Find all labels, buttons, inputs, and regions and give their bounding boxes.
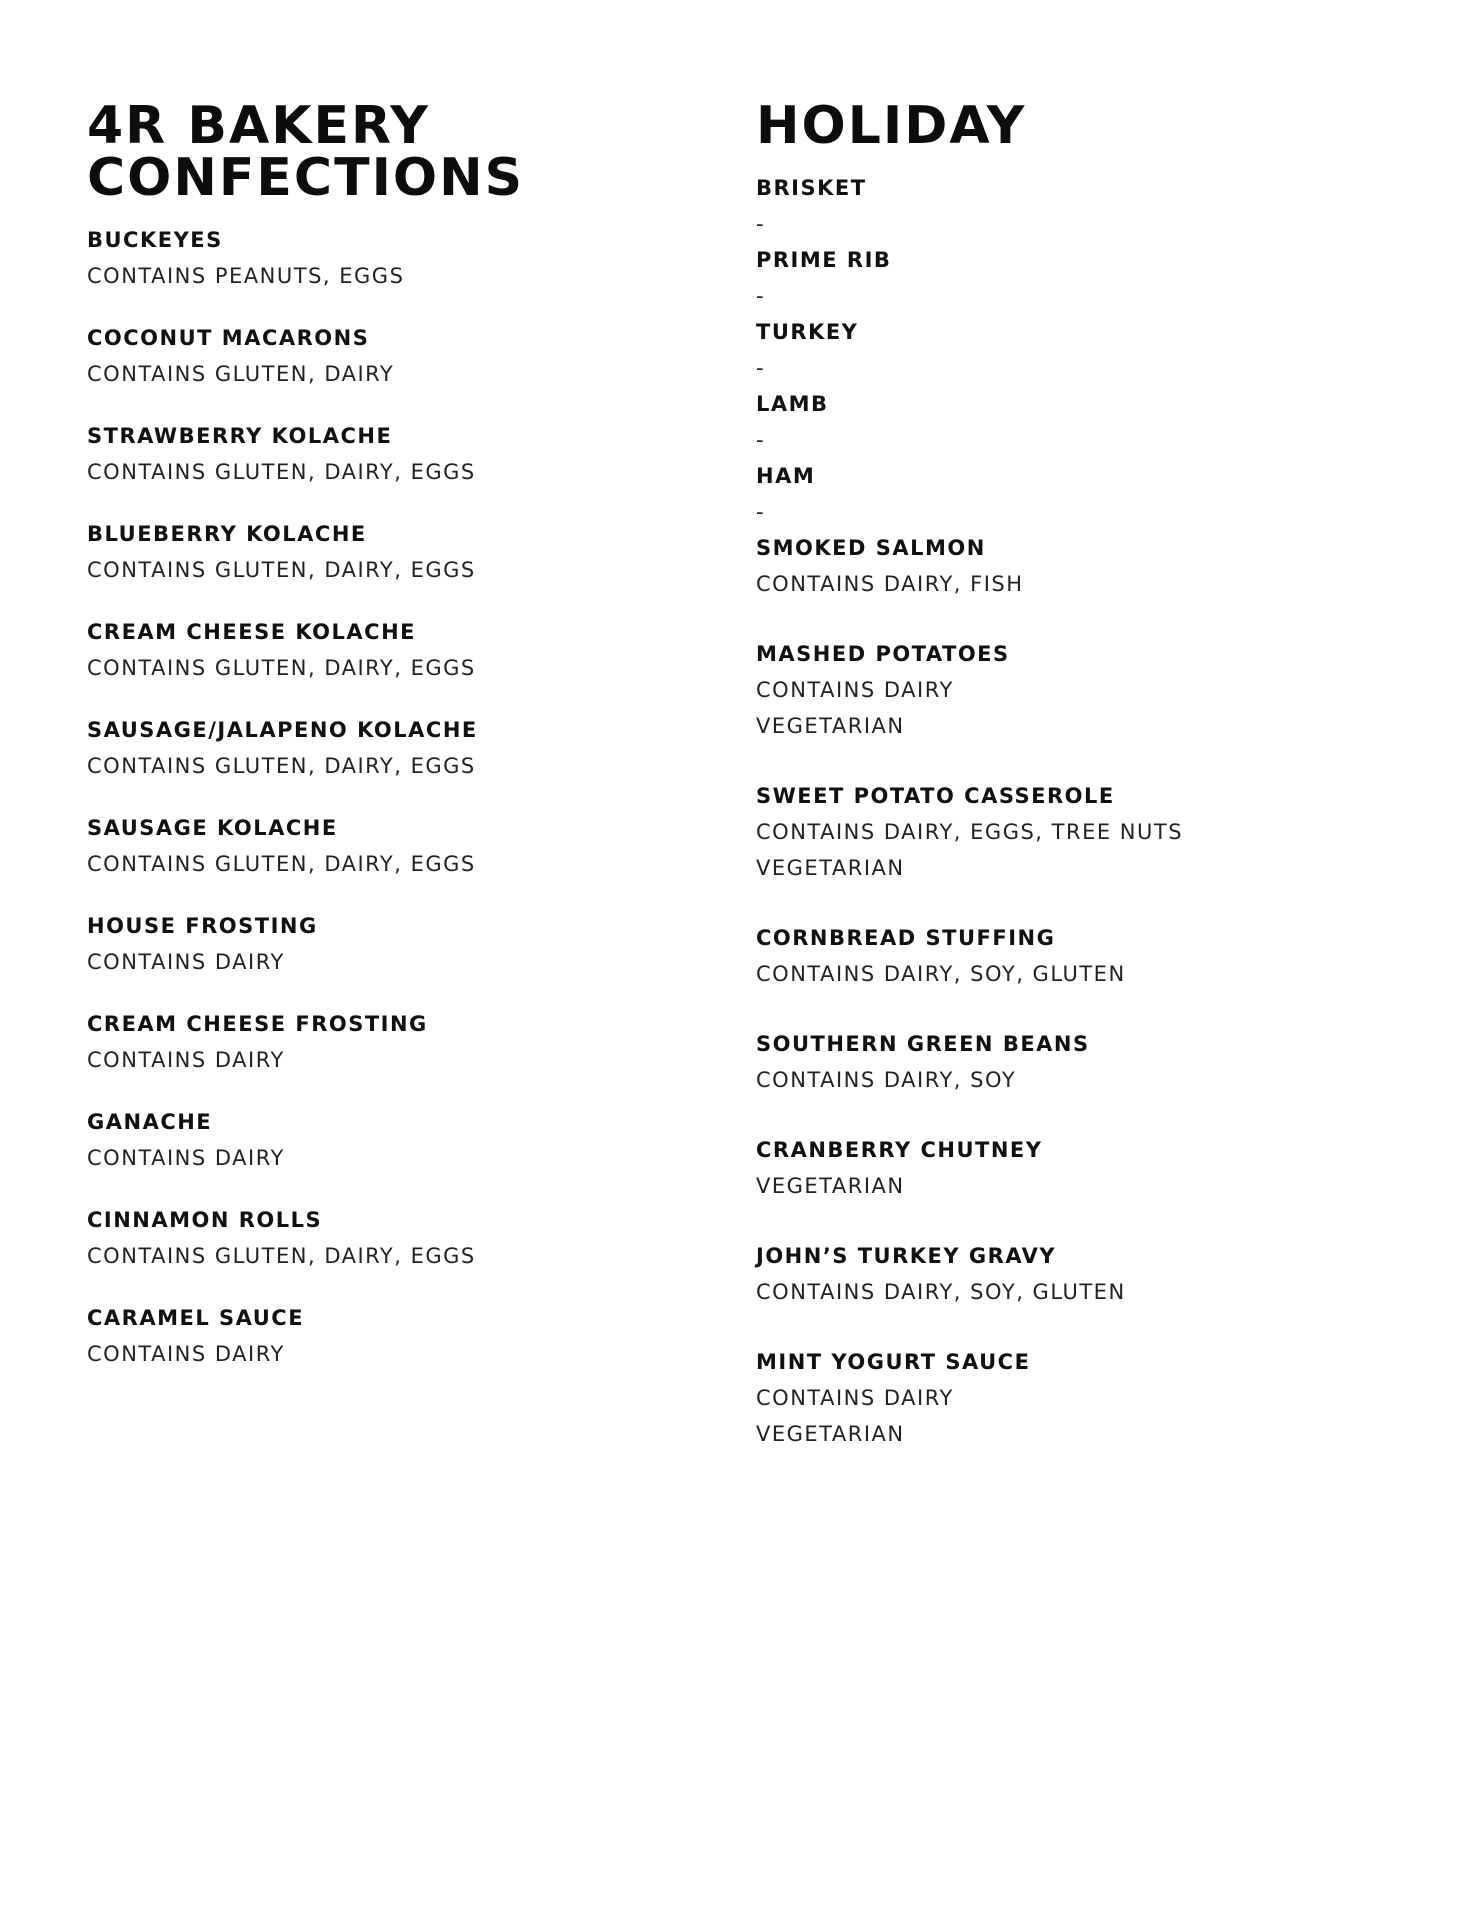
item-name: COCONUT MACARONS	[87, 326, 370, 350]
item-allergens: CONTAINS DAIRY	[87, 1048, 285, 1072]
holiday-column	[756, 96, 1396, 1486]
menu-item-johns-turkey-gravy	[756, 1238, 1396, 1310]
item-allergens: CONTAINS DAIRY, SOY, GLUTEN	[756, 1280, 1126, 1304]
item-allergens: CONTAINS GLUTEN, DAIRY, EGGS	[87, 656, 476, 680]
item-name: HOUSE FROSTING	[87, 914, 318, 938]
item-name: TURKEY	[756, 320, 859, 344]
item-allergens: CONTAINS PEANUTS, EGGS	[87, 264, 405, 288]
menu-item-ham	[756, 458, 1396, 530]
item-name: MASHED POTATOES	[756, 642, 1010, 666]
menu-item-sweet-potato-casserole	[756, 778, 1396, 886]
item-name: SMOKED SALMON	[756, 536, 986, 560]
item-allergens: -	[756, 500, 766, 524]
item-name: CRANBERRY CHUTNEY	[756, 1138, 1043, 1162]
menu-item-house-frosting	[87, 908, 647, 980]
item-name: JOHN’S TURKEY GRAVY	[756, 1244, 1057, 1268]
item-allergens: CONTAINS GLUTEN, DAIRY, EGGS	[87, 754, 476, 778]
item-name: SWEET POTATO CASSEROLE	[756, 784, 1115, 808]
item-name: BUCKEYES	[87, 228, 223, 252]
menu-item-cream-cheese-frosting	[87, 1006, 647, 1078]
menu-item-sausage-jalapeno-kolache	[87, 712, 647, 784]
item-name: STRAWBERRY KOLACHE	[87, 424, 393, 448]
item-allergens: CONTAINS GLUTEN, DAIRY, EGGS	[87, 852, 476, 876]
item-name: CREAM CHEESE KOLACHE	[87, 620, 416, 644]
item-name: BLUEBERRY KOLACHE	[87, 522, 367, 546]
item-name: CORNBREAD STUFFING	[756, 926, 1056, 950]
confections-column	[87, 96, 647, 1398]
holiday-title	[756, 96, 1396, 156]
item-diet-tag: VEGETARIAN	[756, 714, 905, 738]
menu-item-brisket	[756, 170, 1396, 242]
item-allergens: CONTAINS GLUTEN, DAIRY	[87, 362, 395, 386]
item-name: PRIME RIB	[756, 248, 892, 272]
menu-item-turkey	[756, 314, 1396, 386]
item-allergens: -	[756, 284, 766, 308]
item-name: GANACHE	[87, 1110, 213, 1134]
menu-item-caramel-sauce	[87, 1300, 647, 1372]
item-allergens: CONTAINS GLUTEN, DAIRY, EGGS	[87, 460, 476, 484]
item-name: CINNAMON ROLLS	[87, 1208, 323, 1232]
item-allergens: -	[756, 212, 766, 236]
menu-item-smoked-salmon	[756, 530, 1396, 602]
item-allergens: CONTAINS GLUTEN, DAIRY, EGGS	[87, 558, 476, 582]
menu-item-buckeyes	[87, 222, 647, 294]
item-name: SAUSAGE KOLACHE	[87, 816, 338, 840]
item-diet-tag: VEGETARIAN	[756, 1422, 905, 1446]
item-allergens: -	[756, 428, 766, 452]
menu-item-southern-green-beans	[756, 1026, 1396, 1098]
menu-item-coconut-macarons	[87, 320, 647, 392]
item-allergens: CONTAINS DAIRY	[87, 1342, 285, 1366]
item-name: LAMB	[756, 392, 829, 416]
menu-item-blueberry-kolache	[87, 516, 647, 588]
menu-item-strawberry-kolache	[87, 418, 647, 490]
menu-item-prime-rib	[756, 242, 1396, 314]
item-allergens: CONTAINS DAIRY, SOY, GLUTEN	[756, 962, 1126, 986]
item-name: BRISKET	[756, 176, 867, 200]
menu-item-lamb	[756, 386, 1396, 458]
item-diet-tag: VEGETARIAN	[756, 1174, 905, 1198]
confections-title	[87, 96, 647, 208]
item-allergens: CONTAINS DAIRY, FISH	[756, 572, 1024, 596]
item-allergens: CONTAINS DAIRY, EGGS, TREE NUTS	[756, 820, 1184, 844]
item-name: HAM	[756, 464, 816, 488]
item-name: SAUSAGE/JALAPENO KOLACHE	[87, 718, 478, 742]
item-allergens: CONTAINS DAIRY	[756, 678, 954, 702]
item-allergens: CONTAINS DAIRY, SOY	[756, 1068, 1017, 1092]
menu-item-mashed-potatoes	[756, 636, 1396, 744]
menu-item-cranberry-chutney	[756, 1132, 1396, 1204]
menu-item-cornbread-stuffing	[756, 920, 1396, 992]
menu-item-mint-yogurt-sauce	[756, 1344, 1396, 1452]
menu-item-ganache	[87, 1104, 647, 1176]
item-allergens: CONTAINS DAIRY	[87, 1146, 285, 1170]
item-allergens: CONTAINS DAIRY	[756, 1386, 954, 1410]
item-allergens: CONTAINS DAIRY	[87, 950, 285, 974]
title-line-1: 4R BAKERY	[87, 96, 430, 156]
item-diet-tag: VEGETARIAN	[756, 856, 905, 880]
item-name: CARAMEL SAUCE	[87, 1306, 305, 1330]
menu-item-sausage-kolache	[87, 810, 647, 882]
item-allergens: CONTAINS GLUTEN, DAIRY, EGGS	[87, 1244, 476, 1268]
title-line-2: CONFECTIONS	[87, 148, 525, 208]
holiday-title-text: HOLIDAY	[756, 96, 1027, 156]
item-name: SOUTHERN GREEN BEANS	[756, 1032, 1090, 1056]
menu-item-cream-cheese-kolache	[87, 614, 647, 686]
menu-item-cinnamon-rolls	[87, 1202, 647, 1274]
item-allergens: -	[756, 356, 766, 380]
item-name: CREAM CHEESE FROSTING	[87, 1012, 428, 1036]
item-name: MINT YOGURT SAUCE	[756, 1350, 1031, 1374]
